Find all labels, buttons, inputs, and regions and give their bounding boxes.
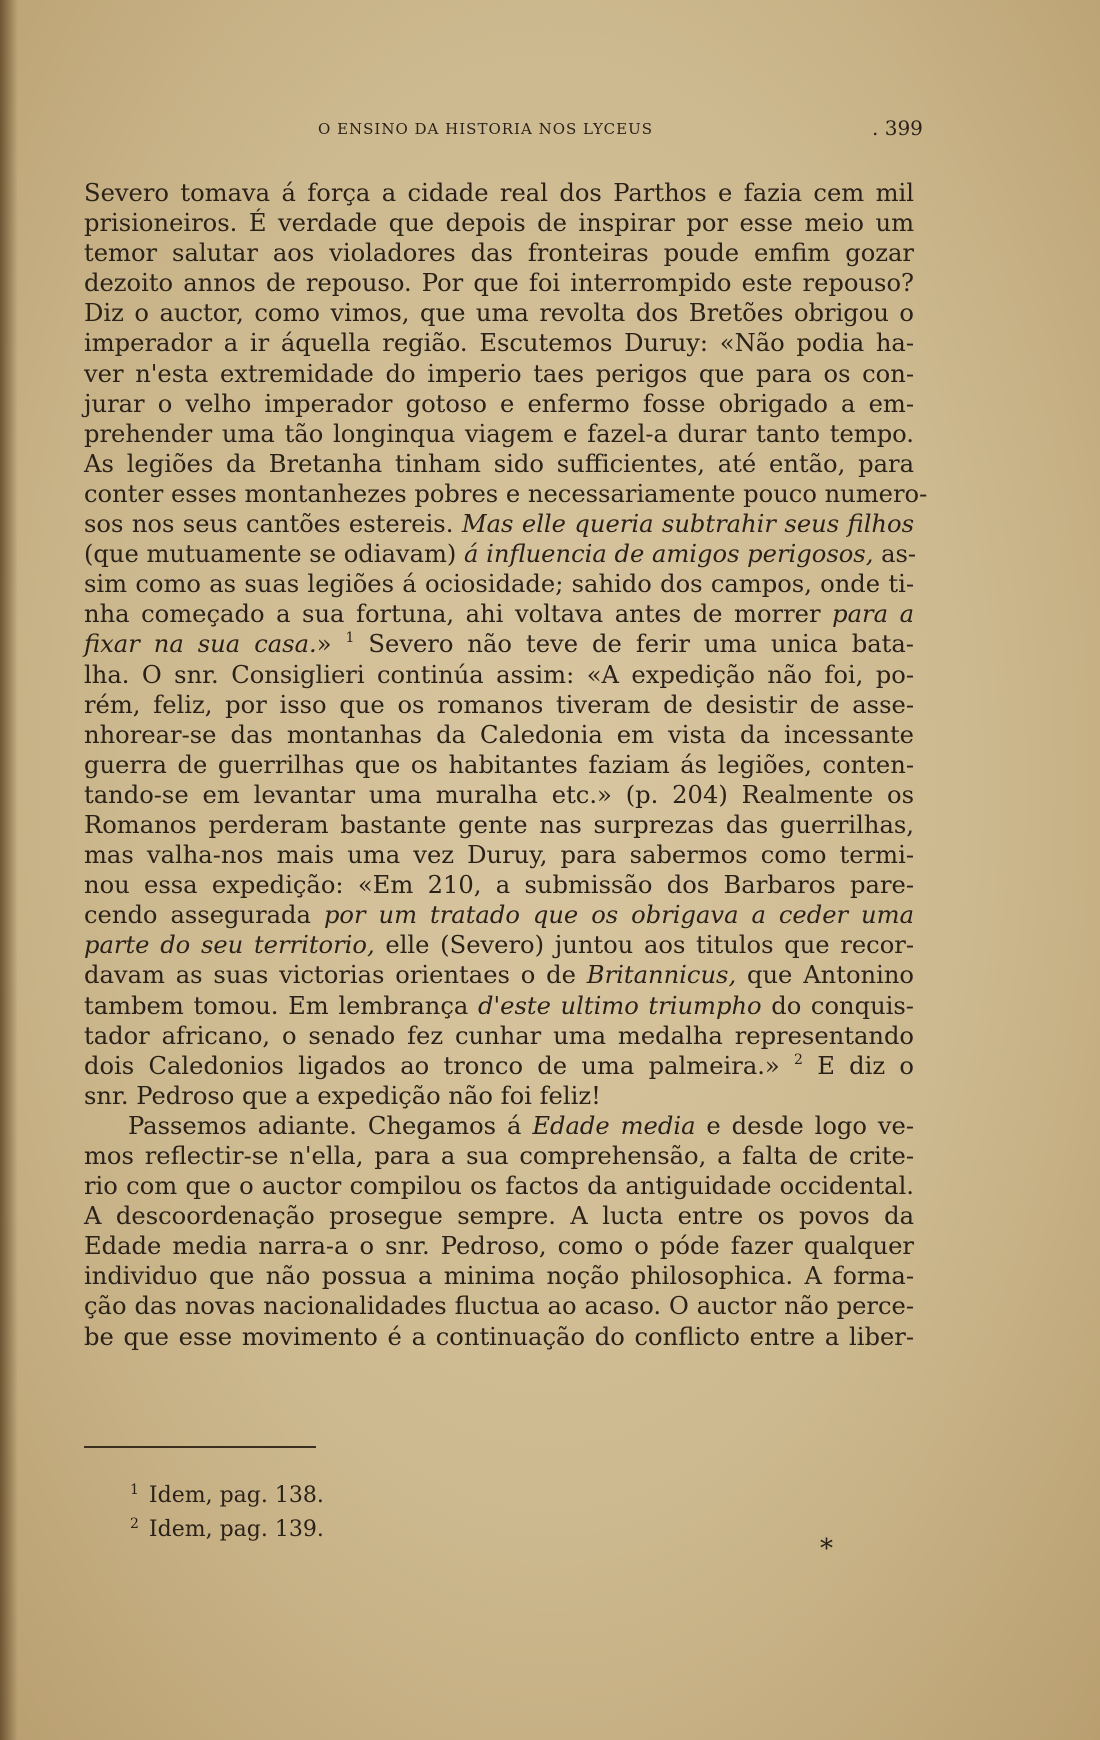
text-line: nhorear-se das montanhas da Caledonia em vista da incessante [84, 720, 914, 749]
text-line: Romanos perderam bastante gente nas surprezas das guerrilhas, [84, 810, 914, 839]
footnote-ref: 1 [345, 630, 355, 647]
text-line: dezoito annos de repouso. Por que foi interrompido este repouso? [84, 269, 914, 298]
footnote [130, 1476, 324, 1510]
footnotes [130, 1476, 324, 1544]
footnote-text: Idem, pag. 138. [148, 1483, 324, 1508]
text-line: ção das novas nacionalidades fluctua ao acaso. O auctor não perce- [84, 1292, 914, 1321]
footnote-mark: 1 [130, 1482, 139, 1498]
text-line: ver n'esta extremidade do imperio taes perigos que para os con- [84, 359, 914, 388]
text-line: imperador a ir áquella região. Escutemos Duruy: «Não podia ha- [84, 329, 914, 358]
text-line [84, 509, 914, 539]
footnote [130, 1510, 324, 1544]
text-line: nou essa expedição: «Em 210, a submissão dos Barbaros pare- [84, 871, 914, 900]
text-line: temor salutar aos violadores das fronteiras poude emfim gozar [84, 239, 914, 268]
text-run: que Antonino [736, 961, 914, 990]
text-run: do conquis- [761, 991, 914, 1020]
text-line: be que esse movimento é a continuação do conflicto entre a liber- [84, 1322, 914, 1351]
text-run: tambem tomou. Em lembrança [84, 991, 478, 1020]
italic-term: Edade media [532, 1111, 696, 1140]
footnote-ref: 2 [794, 1051, 803, 1068]
text-run: e desde logo ve- [695, 1111, 915, 1140]
text-line [84, 991, 914, 1021]
text-line: tando-se em levantar uma muralha etc.» (p. 204) Realmente os [84, 780, 914, 809]
text-line [84, 930, 914, 960]
text-run: as- [873, 540, 917, 569]
italic-quote: á influencia de amigos perigosos, [464, 540, 874, 569]
text-line [84, 900, 914, 930]
italic-quote: fixar na sua casa. [84, 630, 317, 659]
text-run: cendo assegurada [84, 901, 324, 930]
text-line: guerra de guerrilhas que os habitantes faziam ás legiões, conten- [84, 750, 914, 779]
text-run: sos nos seus cantões estereis. [84, 510, 462, 539]
text-line: prehender uma tão longinqua viagem e fazel-a durar tanto tempo. [84, 419, 914, 448]
italic-quote: Mas elle queria subtrahir seus filhos [461, 510, 914, 539]
text-line: mas valha-nos mais uma vez Duruy, para sabermos como termi- [84, 841, 914, 870]
text-run: Severo não teve de ferir uma unica bata- [354, 630, 914, 659]
text-line: sim como as suas legiões á ociosidade; sahido dos campos, onde ti- [84, 570, 914, 599]
page-number: . 399 [872, 116, 923, 140]
text-run: (que mutuamente se odiavam) [84, 540, 465, 569]
text-line: individuo que não possua a minima noção philosophica. A forma- [84, 1262, 914, 1291]
text-line: As legiões da Bretanha tinham sido sufficientes, até então, para [84, 449, 914, 478]
text-line: conter esses montanhezes pobres e necessariamente pouco numero- [84, 479, 928, 508]
page-edge-shadow [0, 0, 18, 1740]
text-line: A descoordenação prosegue sempre. A lucta entre os povos da [84, 1202, 914, 1231]
signature-mark: * [820, 1534, 833, 1564]
text-line [84, 1051, 914, 1081]
italic-quote: por um tratado que os obrigava a ceder uma [323, 901, 914, 930]
text-run: » [316, 630, 346, 659]
footnote-text: Idem, pag. 139. [148, 1517, 324, 1542]
text-run: Passemos adiante. Chegamos á [128, 1111, 533, 1140]
text-line: snr. Pedroso que a expedição não foi feliz! [84, 1081, 601, 1110]
text-line: rém, feliz, por isso que os romanos tiveram de desistir de asse- [84, 690, 914, 719]
text-line: lha. O snr. Consiglieri continúa assim: «A expedição não foi, po- [84, 660, 914, 689]
text-line: prisioneiros. É verdade que depois de inspirar por esse meio um [84, 209, 914, 238]
text-run: nha começado a sua fortuna, ahi voltava antes de morrer [84, 600, 833, 629]
footnote-mark: 2 [130, 1516, 139, 1532]
text-line: mos reflectir-se n'ella, para a sua comprehensão, a falta de crite- [84, 1142, 914, 1170]
text-line: rio com que o auctor compilou os factos da antiguidade occidental. [84, 1172, 914, 1201]
text-line: Severo tomava á força a cidade real dos Parthos e fazia cem mil [84, 179, 914, 207]
text-line [84, 539, 917, 569]
text-run: davam as suas victorias orientaes o de [84, 961, 587, 990]
body-text [84, 178, 928, 1352]
text-line [84, 599, 914, 629]
italic-quote: para a [832, 600, 914, 629]
footnote-divider [84, 1446, 316, 1448]
text-line: jurar o velho imperador gotoso e enfermo fosse obrigado a em- [84, 389, 914, 418]
italic-quote: d'este ultimo triumpho [478, 991, 762, 1020]
text-run: elle (Severo) juntou aos titulos que recor- [374, 931, 915, 960]
text-line: Edade media narra-a o snr. Pedroso, como o póde fazer qualquer [84, 1232, 914, 1261]
text-run: dois Caledonios ligados ao tronco de uma palmeira.» [84, 1051, 795, 1080]
text-line: Diz o auctor, como vimos, que uma revolta dos Bretões obrigou o [84, 299, 914, 328]
text-line: tador africano, o senado fez cunhar uma medalha representando [84, 1021, 914, 1050]
text-line [84, 960, 914, 990]
page-header [0, 116, 1100, 146]
text-line [84, 629, 914, 659]
italic-title: Britannicus, [586, 961, 737, 990]
running-title: O ENSINO DA HISTORIA NOS LYCEUS [318, 120, 654, 138]
text-run: E diz o [802, 1051, 914, 1080]
paragraph-start-line [84, 1111, 914, 1141]
italic-quote: parte do seu territorio, [84, 931, 375, 960]
